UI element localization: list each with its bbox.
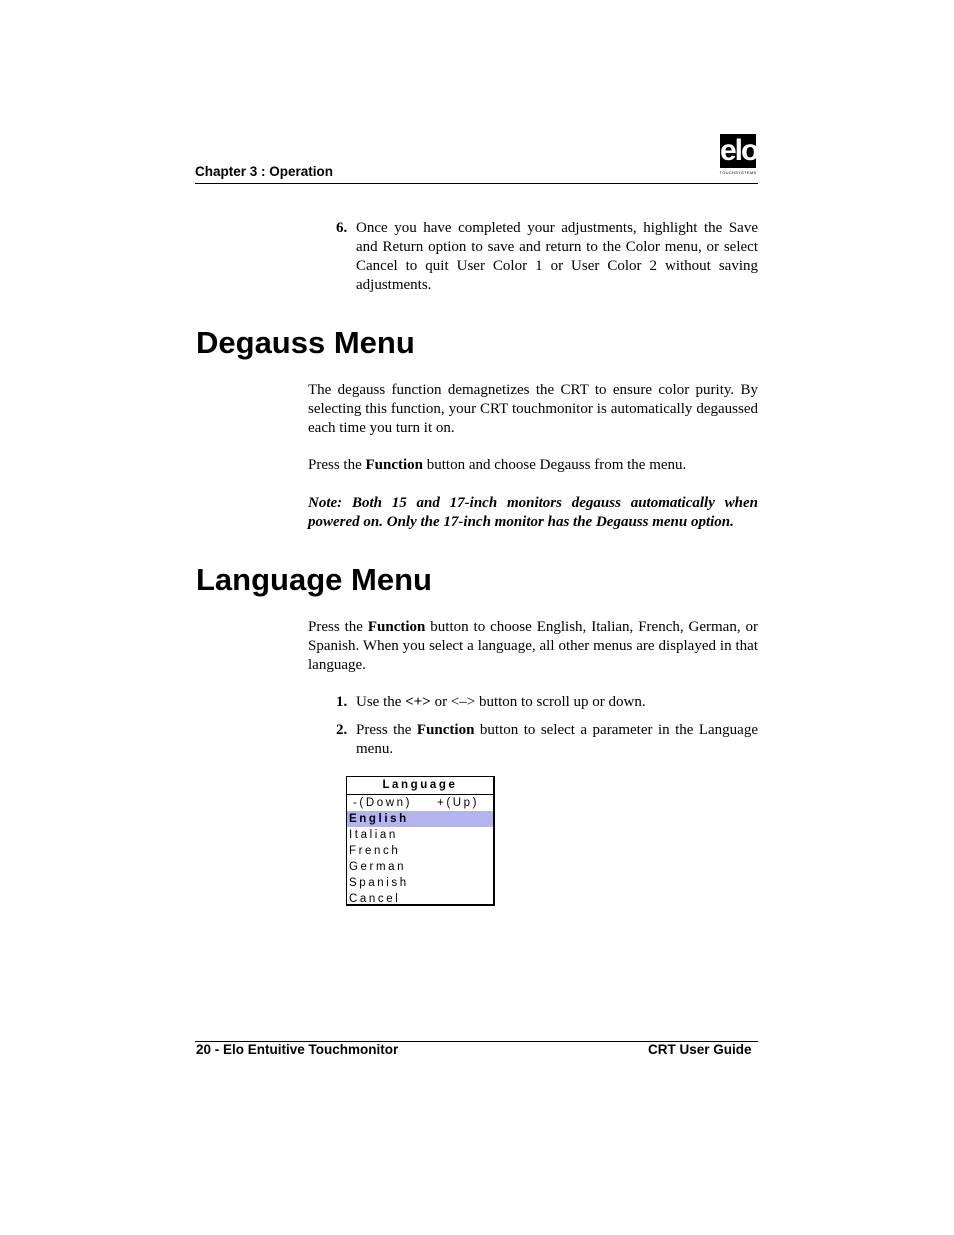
language-step-2 [336, 721, 758, 759]
down-hint: -(Down) [353, 797, 413, 809]
language-osd-menu [346, 776, 495, 906]
elo-logo-mark: elo [720, 134, 758, 167]
text-run: Press the [356, 722, 417, 738]
footer-guide-title: CRT User Guide [648, 1042, 752, 1057]
text-run: Press the [308, 457, 366, 473]
function-keyword: Function [365, 457, 424, 473]
language-heading: Language Menu [196, 562, 432, 597]
menu-item-spanish[interactable]: Spanish [349, 877, 409, 889]
language-paragraph [308, 618, 758, 675]
up-hint: +(Up) [437, 797, 480, 809]
degauss-instruction [308, 456, 758, 475]
text-run: button to select a parameter in the Language menu. [356, 722, 759, 757]
step-number: 1. [336, 694, 348, 710]
menu-item-cancel[interactable]: Cancel [349, 893, 401, 905]
degauss-heading: Degauss Menu [196, 325, 415, 360]
step-text: Once you have completed your adjustments, highlight the Save and Return option to save and return to the Color menu, or select Cancel to quit User Color 1 or User Color 2 without saving adjustments. [356, 220, 758, 293]
menu-item-german[interactable]: German [349, 861, 407, 873]
text-run: button to choose English, Italian, French, German, or Spanish. When you select a language, all other menus are displayed in that language. [308, 619, 758, 673]
menu-nav-hints [347, 795, 493, 811]
header-divider [195, 183, 758, 184]
step-6 [336, 219, 758, 295]
plus-key: <+> [405, 694, 431, 710]
degauss-paragraph: The degauss function demagnetizes the CRT to ensure color purity. By selecting this function, your CRT touchmonitor is automatically degaussed each time you turn it on. [308, 382, 758, 436]
function-keyword: Function [367, 619, 426, 635]
language-step-1 [336, 693, 758, 712]
text-run: or <–> button to scroll up or down. [430, 694, 646, 710]
function-keyword: Function [416, 722, 475, 738]
chapter-header: Chapter 3 : Operation [195, 164, 334, 179]
text-run: Press the [308, 619, 368, 635]
menu-item-italian[interactable]: Italian [349, 829, 398, 841]
text-run: Use the [356, 694, 406, 710]
step-text [356, 721, 758, 759]
text-run: button and choose Degauss from the menu. [423, 457, 687, 473]
elo-logo-tagline: TOUCHSYSTEMS [719, 170, 757, 175]
step-number: 6. [336, 220, 348, 236]
menu-item-english[interactable]: English [347, 811, 493, 827]
degauss-note: Note: Both 15 and 17-inch monitors degauss automatically when powered on. Only the 17-inch monitor has the Degauss menu option. [308, 495, 758, 530]
menu-title: Language [347, 777, 493, 795]
footer-page-label: 20 - Elo Entuitive Touchmonitor [196, 1042, 399, 1057]
step-number: 2. [336, 722, 348, 738]
elo-logo [718, 134, 758, 178]
menu-item-french[interactable]: French [349, 845, 401, 857]
step-text [356, 693, 758, 712]
